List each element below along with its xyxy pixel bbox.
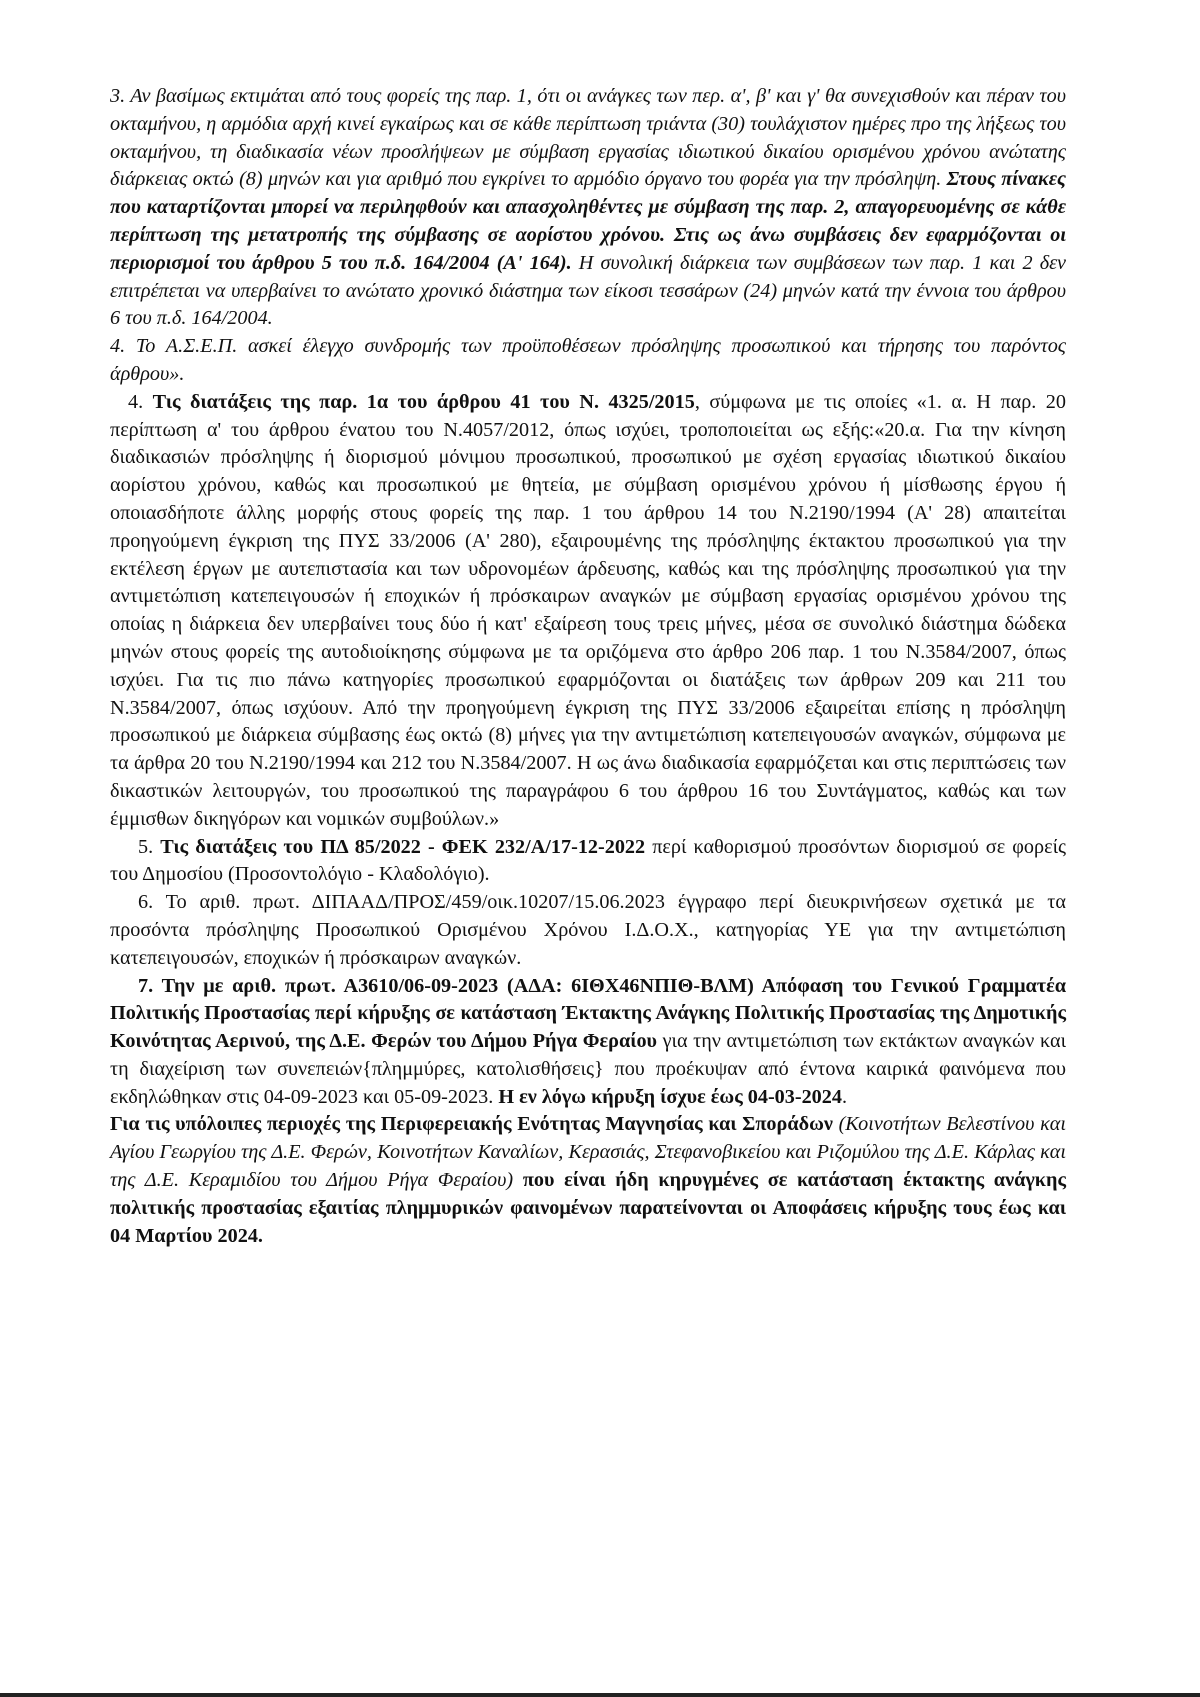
quoted-paragraph-4: 4. Το Α.Σ.Ε.Π. ασκεί έλεγχο συνδρομής των προϋποθέσεων πρόσληψης προσωπικού και τήρησης του παρόντος άρθρου». [110, 335, 1066, 385]
closing-paragraph [110, 1111, 1066, 1250]
quoted-paragraph-3-text-end: Η συνολική διάρκεια των συμβάσεων των παρ. 1 και 2 δεν επιτρέπεται να υπερβαίνει το ανώτατο χρονικό διάστημα των είκοσι τεσσάρων (24) μηνών κατά την έννοια του άρθρου 6 του π.δ. 164/2004. [110, 251, 1066, 330]
quoted-paragraph-3-bold: Στους πίνακες που καταρτίζονται μπορεί να περιληφθούν και απασχοληθέντες με σύμβαση της παρ. 2, απαγορευομένης σε κάθε περίπτωση της μετατροπής της σύμβασης σε αορίστου χρόνου. Στις ως άνω συμβάσεις δεν εφαρμόζονται οι περιορισμοί του άρθρου 5 του π.δ. 164/2004 (Α' 164). [110, 168, 1067, 274]
item-4-title: Τις διατάξεις της παρ. 1α του άρθρου 41 του Ν. 4325/2015 [152, 390, 695, 413]
closing-areas: (Κοινοτήτων Βελεστίνου και Αγίου Γεωργίου της Δ.Ε. Φερών, Κοινοτήτων Καναλίων, Κερασιάς, Στεφανοβικείου και Ριζομύλου της Δ.Ε. Κάρλας και της Δ.Ε. Κεραμιδίου του Δήμου Ρήγα Φεραίου) [110, 1113, 1067, 1192]
quoted-paragraph-3 [110, 83, 1066, 333]
item-5 [110, 834, 1066, 890]
item-7-end: . [841, 1085, 847, 1108]
item-6: 6. Το αριθ. πρωτ. ΔΙΠΑΑΔ/ΠΡΟΣ/459/οικ.10207/15.06.2023 έγγραφο περί διευκρινήσεων σχετικά με τα προσόντα πρόσληψης Προσωπικού Ορισμένου Χρόνου Ι.Δ.Ο.Χ., κατηγορίας ΥΕ για την αντιμετώπιση κατεπειγουσών, εποχικών ή πρόσκαιρων αναγκών. [110, 891, 1066, 969]
item-5-title: Τις διατάξεις του ΠΔ 85/2022 - ΦΕΚ 232/Α/17-12-2022 [160, 835, 646, 858]
quoted-paragraph-3-text: 3. Αν βασίμως εκτιμάται από τους φορείς της παρ. 1, ότι οι ανάγκες των περ. α', β' και γ' θα συνεχισθούν και πέραν του οκταμήνου, η αρμόδια αρχή κινεί εγκαίρως και σε κάθε περίπτωση τριάντα (30) τουλάχιστον ημέρες προ της λήξεως του οκταμήνου, τη διαδικασία νέων προσλήψεων με σύμβαση εργασίας ιδιωτικού δικαίου ορισμένου χρόνου ανώτατης διάρκειας οκτώ (8) μηνών και για αριθμό που εγκρίνει το αρμόδιο όργανο του φορέα για την πρόσληψη. [110, 85, 1066, 191]
item-5-text: περί καθορισμού προσόντων διορισμού σε φορείς του Δημοσίου (Προσοντολόγιο - Κλαδολόγιο). [110, 835, 1067, 886]
item-4-text: , σύμφωνα με τις οποίες «1. α. Η παρ. 20 περίπτωση α' του άρθρου ένατου του Ν.4057/2012, όπως ισχύει, τροποποιείται ως εξής:«20.α. Για την κίνηση διαδικασιών πρόσληψης ή διορισμού μόνιμου προσωπικού, προσωπικού με σχέση εργασίας ιδιωτικού δικαίου αορίστου χρόνου, καθώς και προσωπικού με θητεία, με σύμβαση ορισμένου χρόνου ή μίσθωσης έργου ή οποιασδήποτε άλλης μορφής στους φορείς της παρ. 1 του άρθρου 14 του Ν.2190/1994 (Α' 28) απαιτείται προηγούμενη έγκριση της ΠΥΣ 33/2006 (Α' 280), εξαιρουμένης της πρόσληψης έκτακτου προσωπικού για την εκτέλεση έργων με αυτεπιστασία και των υδρονομέων άρδευσης, καθώς και της πρόσληψης προσωπικού για την αντιμετώπιση κατεπειγουσών ή εποχικών ή πρόσκαιρων αναγκών με σύμβαση εργασίας ορισμένου χρόνου της οποίας η διάρκεια δεν υπερβαίνει τους δύο ή κατ' εξαίρεση τους τρεις μήνες, μέσα σε συνολικό διάστημα δώδεκα μηνών στους φορείς της αυτοδιοίκησης σύμφωνα με τα οριζόμενα στο άρθρο 206 παρ. 1 του Ν.3584/2007, όπως ισχύει. Για τις πιο πάνω κατηγορίες προσωπικού εφαρμόζονται οι διατάξεις των άρθρων 209 και 211 του Ν.3584/2007, όπως ισχύουν. Από την προηγούμενη έγκριση της ΠΥΣ 33/2006 εξαιρείται επίσης η πρόσληψη προσωπικού με διάρκεια σύμβασης έως οκτώ (8) μήνες για την αντιμετώπιση κατεπειγουσών αναγκών, σύμφωνα με τα άρθρα 20 του Ν.2190/1994 και 212 του Ν.3584/2007. Η ως άνω διαδικασία εφαρμόζεται και στις περιπτώσεις των δικαστικών λειτουργών, του προσωπικού της παραγράφου 6 του άρθρου 16 του Συντάγματος, καθώς και των έμμισθων δικηγόρων και νομικών συμβούλων.» [110, 390, 1066, 830]
page-bottom-border [0, 1693, 1200, 1697]
closing-intro: Για τις υπόλοιπες περιοχές της Περιφερειακής Ενότητας Μαγνησίας και Σποράδων [110, 1113, 839, 1136]
item-7-title: 7. Την με αριθ. πρωτ. Α3610/06-09-2023 (ΑΔΑ: 6ΙΘΧ46ΝΠΙΘ-ΒΛΜ) Απόφαση του Γενικού Γραμματέα Πολιτικής Προστασίας περί κήρυξης σε κατάσταση Έκτακτης Ανάγκης Πολιτικής Προστασίας της Δημοτικής Κοινότητας Αερινού, της Δ.Ε. Φερών του Δήμου Ρήγα Φεραίου [110, 974, 1066, 1053]
item-7 [110, 973, 1066, 1112]
item-5-number: 5. [138, 835, 161, 858]
item-7-validity: Η εν λόγω κήρυξη ίσχυε έως 04-03-2024 [498, 1085, 842, 1108]
item-4 [110, 389, 1066, 834]
item-7-text: για την αντιμετώπιση των εκτάκτων αναγκών και τη διαχείριση των συνεπειών{πλημμύρες, κατολισθήσεις} που προέκυψαν από έντονα καιρικά φαινόμενα που εκδηλώθηκαν στις 04-09-2023 και 05-09-2023. [110, 1030, 1066, 1108]
item-4-number: 4. [128, 390, 153, 413]
document-page [110, 83, 1066, 1250]
closing-extension: που είναι ήδη κηρυγμένες σε κατάσταση έκτακτης ανάγκης πολιτικής προστασίας εξαιτίας πλημμυρικών φαινομένων παρατείνονται οι Αποφάσεις κήρυξης τους έως και 04 Μαρτίου 2024. [110, 1169, 1066, 1247]
